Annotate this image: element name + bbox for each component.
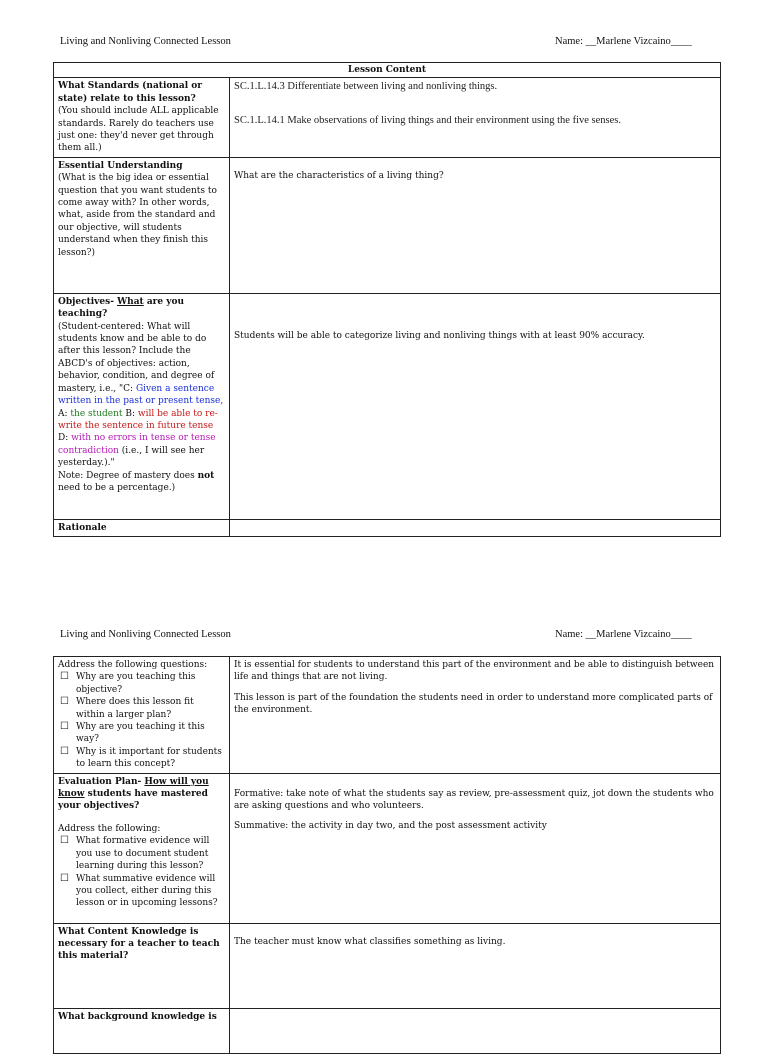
rationale-row [54,519,721,536]
evaluation-intro: Address the following: [58,823,161,834]
rationale-value [230,519,721,536]
checklist-item: ☐ What summative evidence will you collect, either during this lesson or in upcoming lessons? [58,873,225,910]
standards-note: (You should include ALL applicable standards. Rarely do teachers use just one: they'd never get through them all.) [58,106,219,154]
address-answer-1: It is essential for students to understand this part of the environment and be able to distinguish between life and things that are not living. [234,660,715,683]
background-value [230,1008,721,1053]
essential-row [54,157,721,293]
standard-1: SC.1.L.14.3 Differentiate between living and nonliving things. [234,81,498,93]
objectives-title: Objectives- [58,296,118,307]
standards-value [230,78,721,157]
content-knowledge-answer: The teacher must know what classifies something as living. [234,936,506,947]
abcd-d-label: D: [58,433,72,444]
essential-value [230,157,721,293]
address-intro: Address the following questions: [58,660,208,670]
page2-title: Living and Nonliving Connected Lesson [60,629,231,640]
background-row [54,1008,721,1053]
content-knowledge-label: What Content Knowledge is necessary for a teacher to teach this material? [54,923,230,1008]
checklist-item: ☐ Where does this lesson fit within a larger plan? [58,696,225,721]
objectives-value [230,293,721,519]
standards-row [54,78,721,157]
evaluation-checklist [58,835,225,909]
formative-answer: Formative: take note of what the students say as review, pre-assessment quiz, jot down the students who are asking questions and who volunteers. [234,788,714,812]
address-row [54,657,721,774]
essential-answer: What are the characteristics of a living thing? [234,170,444,181]
rationale-label: Rationale [54,519,230,536]
objectives-note: (Student-centered: What will students know and be able to do after this lesson? Include the ABCD's of objectives: action, behavior, condition, and degree of mastery, i.e., " [58,321,215,394]
address-value [230,657,721,774]
checklist-item: ☐ Why are you teaching it this way? [58,721,225,746]
essential-note: (What is the big idea or essential question that you want students to come away with? In other words, what, aside from the standard and our objective, will students understand when they finish this lesson?) [58,173,217,258]
evaluation-row [54,773,721,923]
checklist-item: ☐ Why are you teaching this objective? [58,671,225,696]
mastery-note-end: need to be a percentage.) [58,482,176,493]
objectives-example: (i.e., I will see her yesterday.)." [58,445,205,469]
checklist-item: ☐ Why is it important for students to learn this concept? [58,746,225,771]
objectives-what: What [117,296,144,307]
page2-name: Name: __Marlene Vizcaino____ [555,629,692,640]
mastery-not: not [197,470,215,481]
essential-title: Essential Understanding [58,160,183,171]
content-knowledge-row [54,923,721,1008]
address-checklist [58,671,225,770]
abcd-behavior: will be able to re-write the sentence in future tense [58,408,218,431]
evaluation-value [230,773,721,923]
objectives-title-2: are you teaching? [58,296,185,320]
objectives-label [54,293,230,519]
essential-label [54,157,230,293]
evaluation-title: Evaluation Plan- [58,776,145,787]
evaluation-label [54,773,230,923]
mastery-note: Note: Degree of mastery does [58,470,198,481]
abcd-a-label: A: [58,408,71,419]
standards-question: What Standards (national or state) relate to this lesson? [58,81,203,104]
address-answer-2: This lesson is part of the foundation the students need in order to understand more complicated parts of the environment. [234,692,713,716]
evaluation-title-2: students have mastered your objectives? [58,789,208,812]
lesson-rationale-table [53,656,721,1054]
objectives-answer: Students will be able to categorize living and nonliving things with at least 90% accuracy. [234,330,645,341]
address-label [54,657,230,774]
abcd-c-label: C: [123,383,136,394]
abcd-condition: Given a sentence written in the past or present tense, [58,383,224,407]
lesson-content-table [53,62,721,537]
content-knowledge-value [230,923,721,1008]
standards-label [54,78,230,157]
table-caption: Lesson Content [54,63,721,78]
checklist-item: ☐ What formative evidence will you use to document student learning during this lesson? [58,835,225,872]
objectives-row [54,293,721,519]
abcd-b-label: B: [122,408,138,419]
page1-title: Living and Nonliving Connected Lesson [60,36,231,47]
abcd-degree: with no errors in tense or tense contradiction [58,433,216,456]
background-label: What background knowledge is [54,1008,230,1053]
abcd-audience: the student [70,408,123,419]
evaluation-how: How will you know [58,776,209,800]
page1-name: Name: __Marlene Vizcaino____ [555,36,692,47]
summative-answer: Summative: the activity in day two, and the post assessment activity [234,821,547,832]
standard-2: SC.1.L.14.1 Make observations of living things and their environment using the five senses. [234,115,621,127]
